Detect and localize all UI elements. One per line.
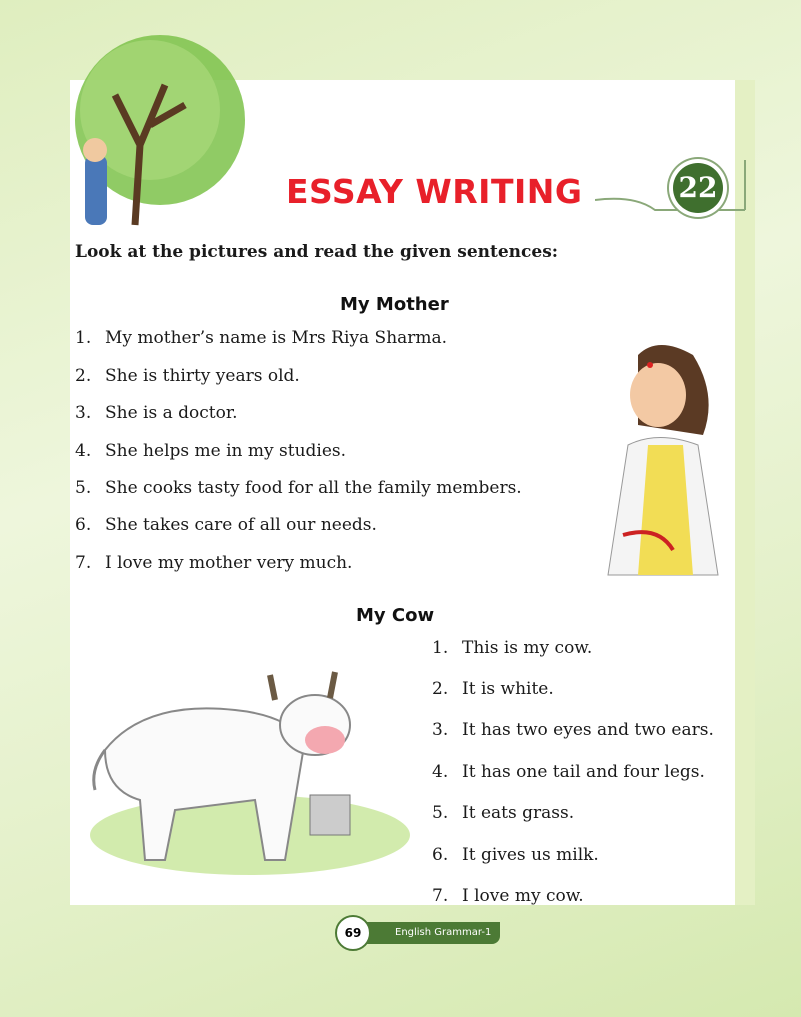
list-item: 3. It has two eyes and two ears. — [432, 720, 714, 740]
list-item: 3. She is a doctor. — [75, 403, 238, 423]
list-item: 1. My mother’s name is Mrs Riya Sharma. — [75, 328, 448, 348]
list-item: 7. I love my cow. — [432, 886, 584, 906]
page-number: 69 — [335, 915, 371, 951]
list-item: 7. I love my mother very much. — [75, 553, 353, 573]
list-item: 6. She takes care of all our needs. — [75, 515, 377, 535]
footer-book-title: English Grammar-1 — [355, 922, 500, 944]
list-item: 6. It gives us milk. — [432, 845, 599, 865]
mother-heading: My Mother — [340, 294, 449, 315]
page-title: ESSAY WRITING — [286, 172, 583, 211]
cow-illustration — [85, 660, 415, 890]
list-item: 5. She cooks tasty food for all the family members. — [75, 478, 522, 498]
list-item: 2. It is white. — [432, 679, 554, 699]
list-item: 4. She helps me in my studies. — [75, 441, 347, 461]
list-item: 1. This is my cow. — [432, 638, 593, 658]
list-item: 4. It has one tail and four legs. — [432, 762, 705, 782]
mother-doctor-illustration — [598, 335, 728, 580]
tree-globe-illustration — [55, 25, 255, 235]
list-item: 5. It eats grass. — [432, 803, 575, 823]
chapter-number-badge: 22 — [673, 163, 723, 213]
cow-heading: My Cow — [356, 605, 435, 626]
instruction-text: Look at the pictures and read the given sentences: — [75, 242, 559, 262]
list-item: 2. She is thirty years old. — [75, 366, 300, 386]
